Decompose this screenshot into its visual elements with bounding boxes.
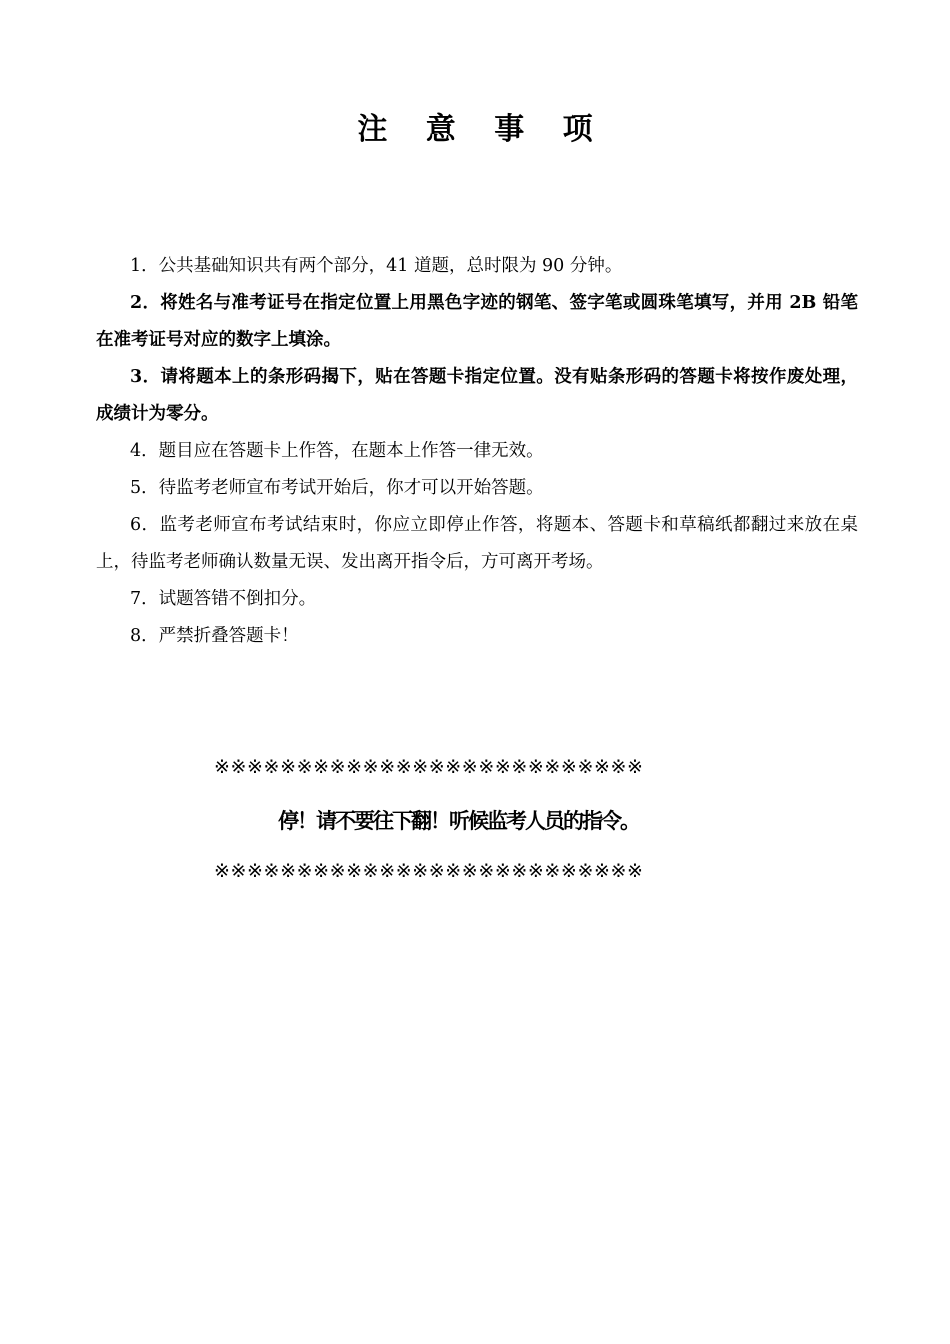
notice-item: 6．监考老师宣布考试结束时，你应立即停止作答，将题本、答题卡和草稿纸都翻过来放在桌上，待监考老师确认数量无误、发出离开指令后，方可离开考场。: [96, 515, 858, 572]
notice-item: 5．待监考老师宣布考试开始后，你才可以开始答题。: [130, 478, 544, 498]
page-title: 注 意 事 项: [357, 112, 607, 147]
notice-item: 4．题目应在答题卡上作答，在题本上作答一律无效。: [130, 441, 544, 461]
notice-item: 8．严禁折叠答题卡！: [130, 626, 299, 646]
symbol-divider-top: ※※※※※※※※※※※※※※※※※※※※※※※※※※: [214, 756, 644, 778]
notice-item: 1．公共基础知识共有两个部分，41 道题，总时限为 90 分钟。: [130, 256, 623, 276]
stop-message: 停！请不要往下翻！听候监考人员的指令。: [278, 809, 639, 833]
notice-item: 2．将姓名与准考证号在指定位置上用黑色字迹的钢笔、签字笔或圆珠笔填写，并用 2B 铅笔在准考证号对应的数字上填涂。: [96, 293, 858, 350]
notice-list: [96, 248, 858, 655]
symbol-divider-bottom: ※※※※※※※※※※※※※※※※※※※※※※※※※※: [214, 860, 644, 882]
notice-item: 3．请将题本上的条形码揭下，贴在答题卡指定位置。没有贴条形码的答题卡将按作废处理，成绩计为零分。: [96, 367, 858, 424]
notice-item: 7．试题答错不倒扣分。: [130, 589, 317, 609]
